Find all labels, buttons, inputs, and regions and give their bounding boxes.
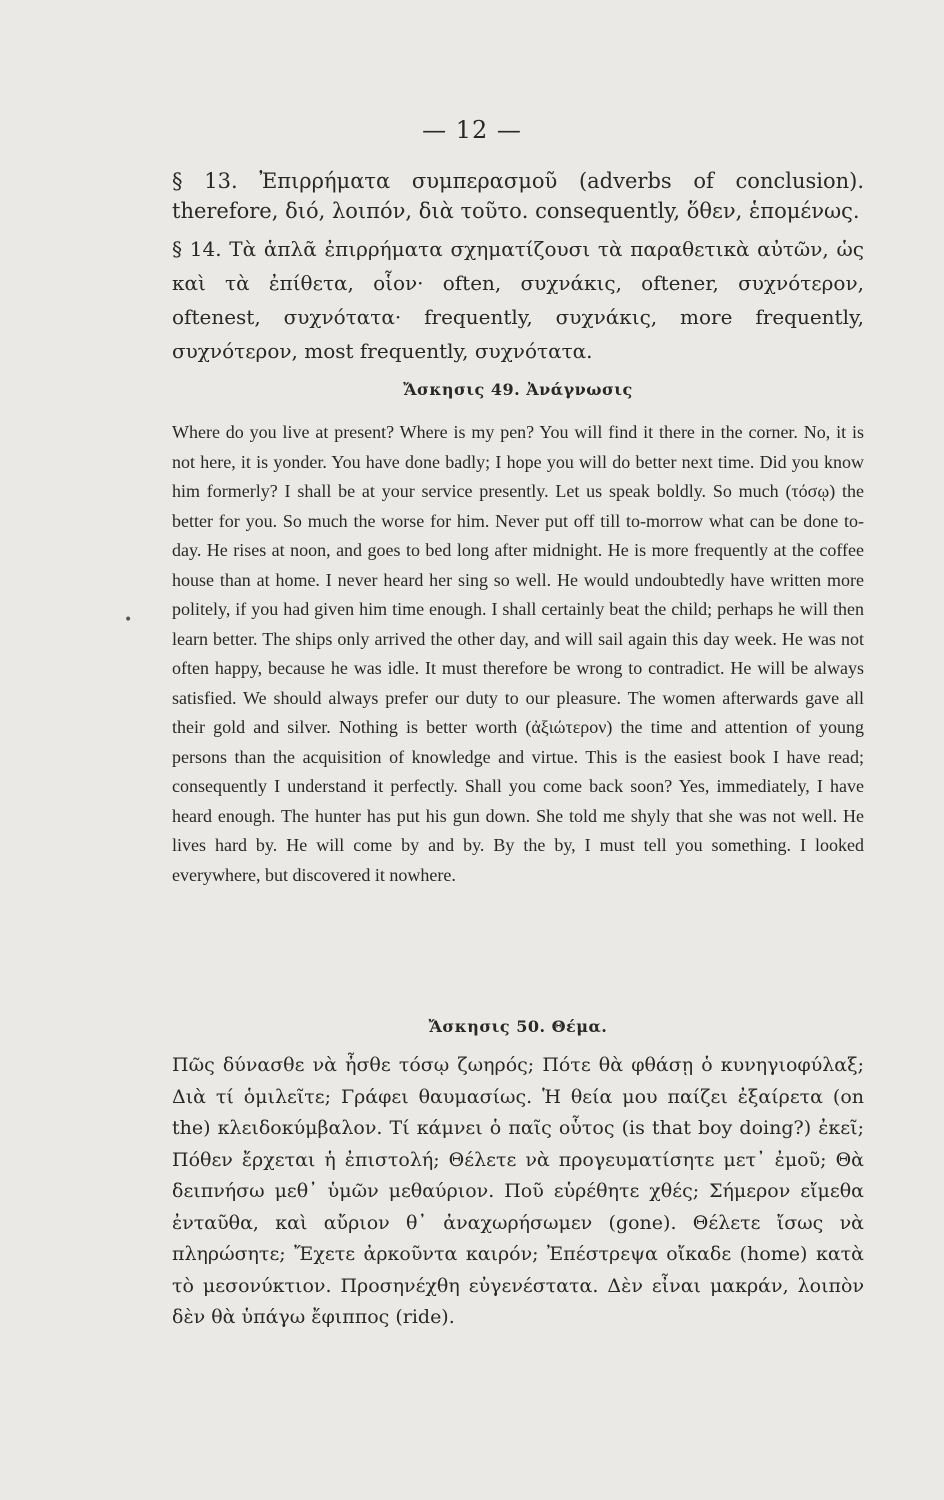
page-number: — 12 —: [422, 116, 522, 144]
exercise-50-text: Πῶς δύνασθε νὰ ἦσθε τόσῳ ζωηρός; Πότε θὰ φθάσῃ ὁ κυνηγιοφύλαξ; Διὰ τί ὁμιλεῖτε; Γράφει θαυμασίως. Ἡ θεία μου παίζει ἐξαίρετα (on the) κλειδοκύμβαλον. Τί κάμνει ὁ παῖς οὗτος (is that boy doing?) ἐκεῖ; Πόθεν ἔρχεται ἡ ἐπιστολή; Θέλετε νὰ προγευματίσητε μετ᾽ ἐμοῦ; Θὰ δειπνήσω μεθ᾽ ὑμῶν μεθαύριον. Ποῦ εὑρέθητε χθές; Σήμερον εἴμεθα ἐνταῦθα, καὶ αὔριον θ᾽ ἀναχωρήσωμεν (gone). Θέλετε ἴσως νὰ πληρώσητε; Ἔχετε ἀρκοῦντα καιρόν; Ἐπέστρεψα οἴκαδε (home) κατὰ τὸ μεσονύκτιον. Προσηνέχθη εὐγενέστατα. Δὲν εἶναι μακράν, λοιπὸν δὲν θὰ ὑπάγω ἔφιππος (ride).: [172, 1054, 864, 1328]
margin-bullet-mark: •: [124, 612, 133, 628]
exercise-49-heading: Ἄσκησις 49. Ἀνάγνωσις: [403, 380, 633, 399]
exercise-50-heading: Ἄσκησις 50. Θέμα.: [428, 1017, 608, 1036]
exercise-49-text: Where do you live at present? Where is my pen? You will find it there in the corner. No, it is not here, it is yonder. You have done badly; I hope you will do better next time. Did you know him formerly? I shall be at your service presently. Let us speak boldly. So much (τόσῳ) the better for you. So much the worse for him. Never put off till to-morrow what can be done to-day. He rises at noon, and goes to bed long after midnight. He is more frequently at the coffee house than at home. I never heard her sing so well. He would undoubtedly have written more politely, if you had given him time enough. I shall certainly beat the child; perhaps he will then learn better. The ships only arrived the other day, and will sail again this day week. He was not often happy, because he was idle. It must therefore be wrong to contradict. He will be always satisfied. We should always prefer our duty to our pleasure. The women afterwards gave all their gold and silver. Nothing is better worth (ἀξιώτερον) the time and attention of young persons than the acquisition of knowledge and virtue. This is the easiest book I have read; consequently I understand it perfectly. Shall you come back soon? Yes, immediately, I have heard enough. The hunter has put his gun down. She told me shyly that she was not well. He lives hard by. He will come by and by. By the by, I must tell you something. I looked everywhere, but discovered it nowhere.: [172, 422, 864, 885]
section-13-paragraph: § 13. Ἐπιρρήματα συμπερασμοῦ (adverbs of conclusion). therefore, διό, λοιπόν, διὰ τοῦτο. consequently, ὅθεν, ἑπομένως.: [172, 169, 864, 223]
section-14-paragraph: § 14. Τὰ ἁπλᾶ ἐπιρρήματα σχηματίζουσι τὰ παραθετικὰ αὐτῶν, ὡς καὶ τὰ ἐπίθετα, οἷον· often, συχνάκις, oftener, συχνότερον, oftenest, συχνότατα· frequently, συχνάκις, more frequently, συχνότερον, most frequently, συχνότατα.: [172, 237, 864, 363]
